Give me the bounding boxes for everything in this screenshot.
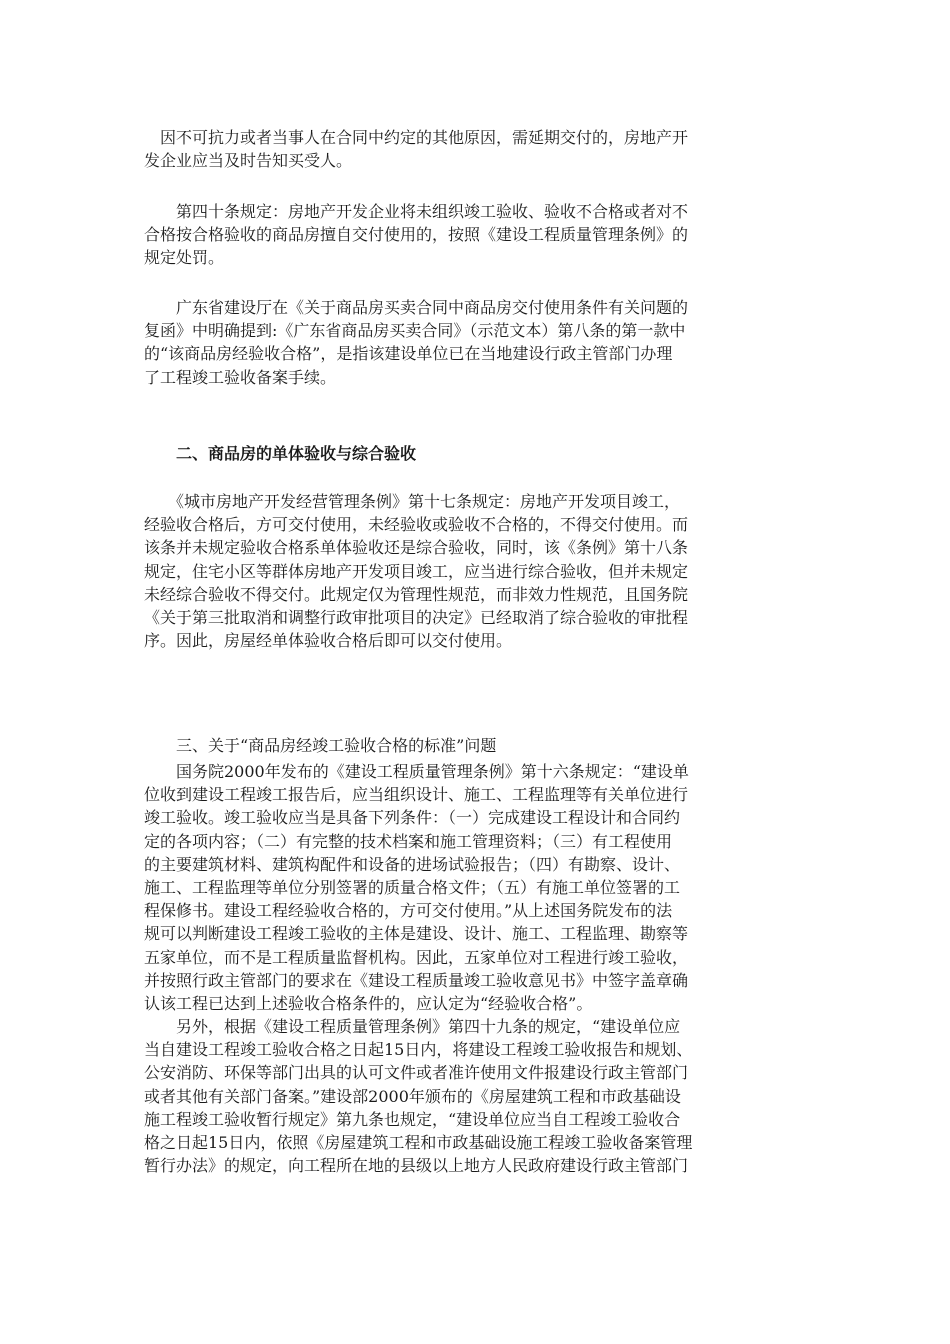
text-line: 暂行办法》的规定，向工程所在地的县级以上地方人民政府建设行政主管部门	[144, 1156, 689, 1176]
text-line: 规定处罚。	[144, 248, 225, 268]
text-line: 了工程竣工验收备案手续。	[144, 367, 337, 387]
text-line: 复函》中明确提到:《广东省商品房买卖合同》（示范文本）第八条的第一款中	[144, 321, 686, 341]
text-line: 序。因此，房屋经单体验收合格后即可以交付使用。	[144, 631, 513, 651]
text-line: 未经综合验收不得交付。此规定仅为管理性规范，而非效力性规范，且国务院	[144, 584, 689, 604]
text-line: 当自建设工程竣工验收合格之日起15日内，将建设工程竣工验收报告和规划、	[144, 1040, 693, 1060]
text-line: 第四十条规定：房地产开发企业将未组织竣工验收、验收不合格或者对不	[144, 202, 689, 221]
text-line: 该条并未规定验收合格系单体验收还是综合验收，同时，该《条例》第十八条	[144, 538, 689, 558]
section-heading-2: 二、商品房的单体验收与综合验收	[144, 444, 417, 463]
text-line: 的“该商品房经验收合格”，是指该建设单位已在当地建设行政主管部门办理	[144, 344, 673, 364]
paragraph-5	[144, 760, 804, 1015]
text-line: 发企业应当及时告知买受人。	[144, 151, 353, 171]
text-line: 位收到建设工程竣工报告后，应当组织设计、施工、工程监理等有关单位进行	[144, 785, 689, 805]
text-line: 施工程竣工验收暂行规定》第九条也规定，“建设单位应当自工程竣工验收合	[144, 1109, 681, 1129]
text-line: 施工、工程监理等单位分别签署的质量合格文件；（五）有施工单位签署的工	[144, 878, 681, 898]
text-line: 合格按合格验收的商品房擅自交付使用的，按照《建设工程质量管理条例》的	[144, 225, 689, 245]
section-heading-3: 三、关于“商品房经竣工验收合格的标准”问题	[144, 736, 497, 755]
text-line: 五家单位，而不是工程质量监督机构。因此，五家单位对工程进行竣工验收，	[144, 947, 689, 967]
text-line: 经验收合格后，方可交付使用，未经验收或验收不合格的，不得交付使用。而	[144, 515, 689, 535]
text-line: 因不可抗力或者当事人在合同中约定的其他原因，需延期交付的，房地产开	[144, 128, 689, 147]
text-line: 程保修书。建设工程经验收合格的，方可交付使用。”从上述国务院发布的法	[144, 901, 673, 921]
text-line: 的主要建筑材料、建筑构配件和设备的进场试验报告；（四）有勘察、设计、	[144, 854, 681, 874]
text-line: 国务院2000年发布的《建设工程质量管理条例》第十六条规定：“建设单	[144, 762, 689, 781]
paragraph-2	[144, 200, 804, 270]
paragraph-4	[144, 490, 804, 652]
text-line: 并按照行政主管部门的要求在《建设工程质量竣工验收意见书》中签字盖章确	[144, 970, 689, 990]
paragraph-1	[144, 126, 804, 172]
text-line: 《城市房地产开发经营管理条例》第十七条规定：房地产开发项目竣工，	[144, 492, 681, 511]
text-line: 格之日起15日内，依照《房屋建筑工程和市政基础设施工程竣工验收备案管理	[144, 1133, 693, 1153]
text-line: 定的各项内容；（二）有完整的技术档案和施工管理资料；（三）有工程使用	[144, 831, 673, 851]
paragraph-6	[144, 1015, 804, 1177]
text-line: 规可以判断建设工程竣工验收的主体是建设、设计、施工、工程监理、勘察等	[144, 924, 689, 944]
text-line: 广东省建设厅在《关于商品房买卖合同中商品房交付使用条件有关问题的	[144, 298, 689, 317]
text-line: 《关于第三批取消和调整行政审批项目的决定》已经取消了综合验收的审批程	[144, 608, 689, 628]
text-line: 公安消防、环保等部门出具的认可文件或者准许使用文件报建设行政主管部门	[144, 1063, 689, 1083]
text-line: 规定，住宅小区等群体房地产开发项目竣工，应当进行综合验收，但并未规定	[144, 561, 689, 581]
text-line: 竣工验收。竣工验收应当是具备下列条件：（一）完成建设工程设计和合同约	[144, 808, 681, 828]
text-line: 另外，根据《建设工程质量管理条例》第四十九条的规定，“建设单位应	[144, 1017, 681, 1036]
text-line: 认该工程已达到上述验收合格条件的，应认定为“经验收合格”。	[144, 994, 593, 1014]
paragraph-3	[144, 296, 804, 389]
text-line: 或者其他有关部门备案。”建设部2000年颁布的《房屋建筑工程和市政基础设	[144, 1086, 681, 1106]
